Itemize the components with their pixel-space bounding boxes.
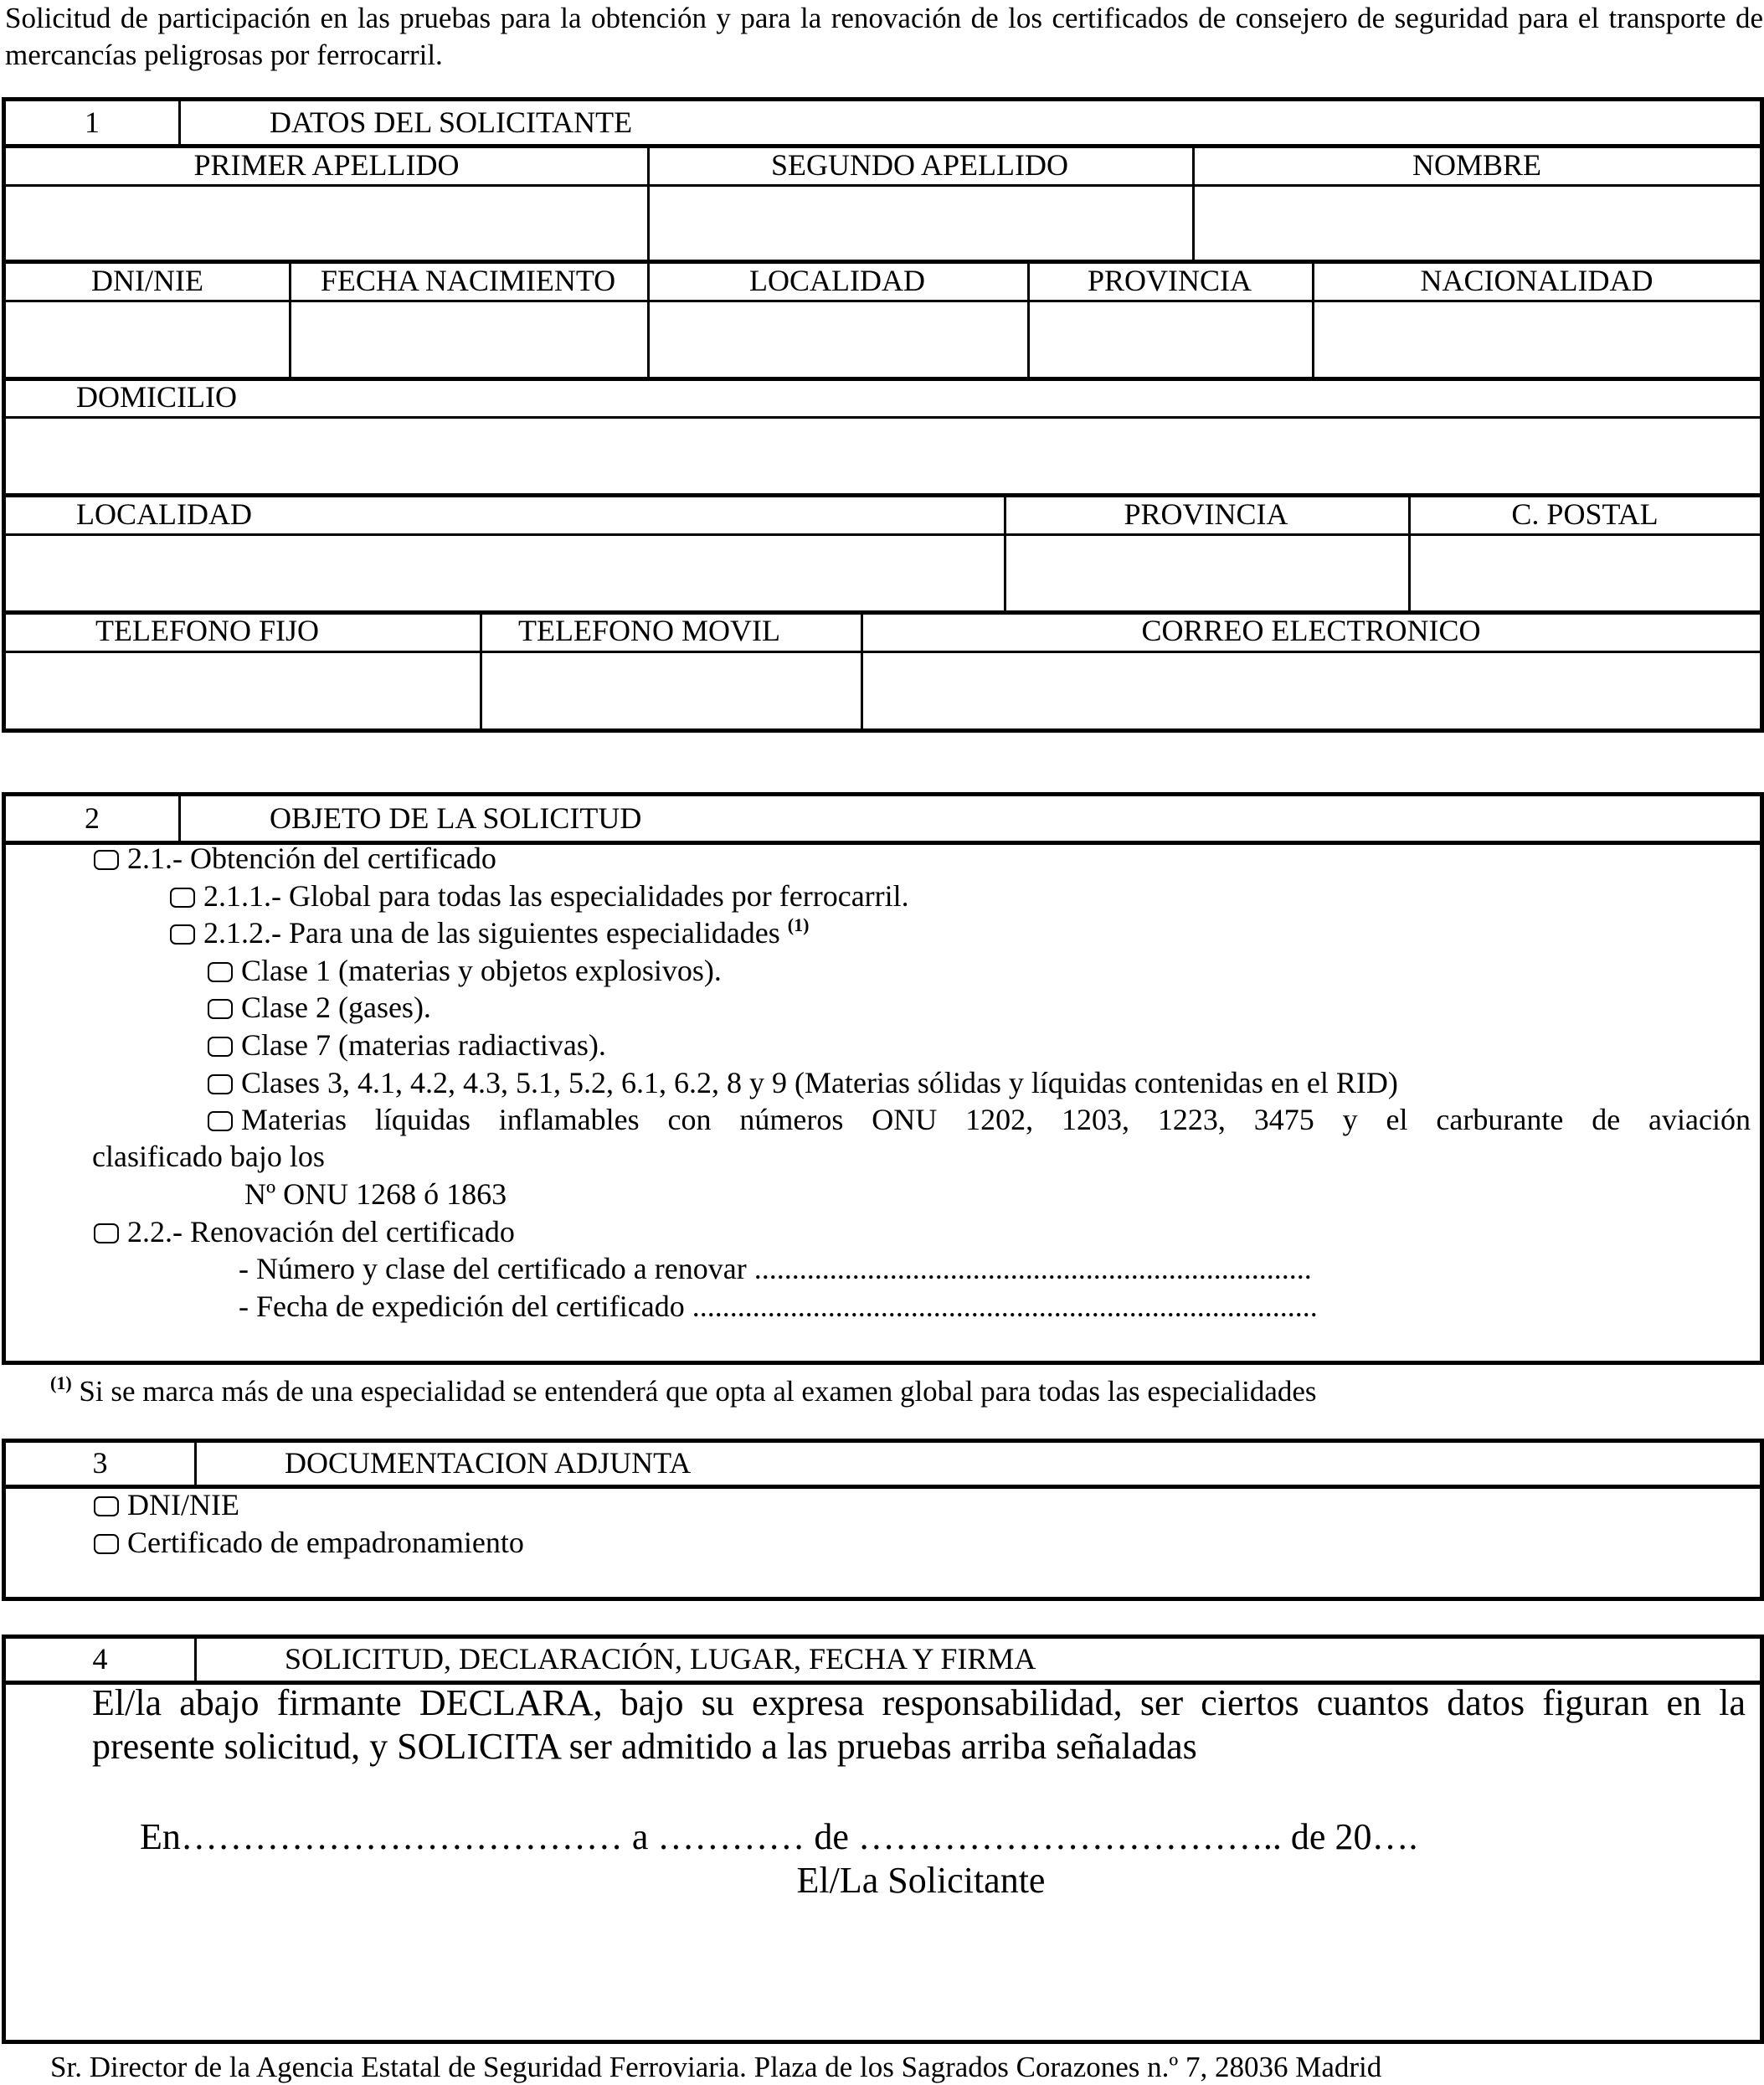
section-2-title: OBJETO DE LA SOLICITUD [270,801,642,835]
input-nombre[interactable] [1195,186,1761,260]
section-3-documentacion [2,1439,1764,1601]
checkbox-clase-7[interactable] [208,1037,233,1057]
input-localidad-nacimiento[interactable] [650,302,1027,376]
renovar-numero-clase[interactable]: - Número y clase del certificado a renovar .......................................................................... [239,1252,1312,1285]
checkbox-2-2[interactable] [94,1223,119,1243]
section-2-number: 2 [85,801,100,835]
label-segundo-apellido: SEGUNDO APELLIDO [771,148,1068,182]
input-provincia-nacimiento[interactable] [1030,302,1312,376]
label-localidad-domicilio: LOCALIDAD [76,497,252,531]
footnote-marker: (1) [50,1372,72,1393]
input-segundo-apellido[interactable] [650,186,1192,260]
input-nacionalidad[interactable] [1314,302,1761,376]
signature-area[interactable] [335,1905,1507,2031]
checkbox-2-1[interactable] [94,850,119,870]
option-2-1[interactable]: 2.1.- Obtención del certificado [94,842,496,875]
input-correo-electronico[interactable] [863,653,1761,728]
checkbox-doc-empadronamiento[interactable] [94,1534,119,1554]
label-correo-electronico: CORREO ELECTRONICO [1141,614,1481,647]
materias-liquidas-onu: Nº ONU 1268 ó 1863 [244,1177,507,1211]
label-domicilio: DOMICILIO [76,380,237,414]
intro-text: Solicitud de participación en las pruebas para la obtención y para la renovación de los certificados de consejero de seguridad para el transporte de mercancías peligrosas por ferrocarril. [5,2,1763,71]
option-doc-dni-nie[interactable]: DNI/NIE [94,1488,239,1521]
label-provincia: PROVINCIA [1087,264,1252,297]
label-nacionalidad: NACIONALIDAD [1420,264,1653,297]
checkbox-2-1-1[interactable] [170,888,195,908]
materias-liquidas-cont: clasificado bajo los [92,1140,325,1173]
checkbox-2-1-2[interactable] [170,924,195,945]
input-provincia-domicilio[interactable] [1006,536,1408,610]
label-nombre: NOMBRE [1412,148,1542,182]
input-telefono-movil[interactable] [482,653,861,728]
checkbox-materias-liquidas[interactable] [208,1111,233,1131]
section-1-number: 1 [85,106,100,139]
input-domicilio[interactable] [6,419,1761,492]
label-localidad: LOCALIDAD [749,264,925,297]
label-provincia-domicilio: PROVINCIA [1124,497,1288,531]
option-doc-empadronamiento[interactable]: Certificado de empadronamiento [94,1526,524,1559]
label-telefono-movil: TELEFONO MOVIL [518,614,780,647]
label-primer-apellido: PRIMER APELLIDO [193,148,460,182]
option-materias-liquidas[interactable]: Materias líquidas inflamables con números ONU 1202, 1203, 1223, 3475 y el carburante de aviación [208,1103,1751,1136]
label-fecha-nacimiento: FECHA NACIMIENTO [320,264,616,297]
place-date-line[interactable]: En……………………………… a ………… de …………………………….. de 20…. [140,1816,1418,1857]
renovar-fecha-expedicion[interactable]: - Fecha de expedición del certificado ................................................................................... [239,1290,1318,1323]
footnote: $^{(1)}$ Si se marca más de una especialidad se entenderá que opta al examen global para todas las especialidades [50,1372,1317,1408]
input-primer-apellido[interactable] [6,186,647,260]
option-clase-1[interactable]: Clase 1 (materias y objetos explosivos). [208,954,722,987]
footnote-ref-1: (1) [787,914,810,935]
label-telefono-fijo: TELEFONO FIJO [95,614,319,647]
label-dni-nie: DNI/NIE [91,264,203,297]
declaration-text: El/la abajo firmante DECLARA, bajo su expresa responsabilidad, ser ciertos cuantos datos figuran en la presente solicitud, y SOLICITA ser admitido a las pruebas arriba señaladas [92,1682,1746,1767]
input-fecha-nacimiento[interactable] [291,302,647,376]
section-3-title: DOCUMENTACION ADJUNTA [285,1446,692,1480]
option-2-1-1[interactable]: 2.1.1.- Global para todas las especialidades por ferrocarril. [170,879,909,913]
footer-address: Sr. Director de la Agencia Estatal de Seguridad Ferroviaria. Plaza de los Sagrados Corazones n.º 7, 28036 Madrid [50,2051,1382,2083]
label-codigo-postal: C. POSTAL [1511,497,1659,531]
checkbox-doc-dni-nie[interactable] [94,1496,119,1516]
section-1-datos-solicitante [2,97,1764,733]
checkbox-clase-1[interactable] [208,962,233,982]
section-4-number: 4 [92,1642,108,1676]
input-telefono-fijo[interactable] [6,653,480,728]
checkbox-clase-2[interactable] [208,999,233,1019]
option-clase-2[interactable]: Clase 2 (gases). [208,991,431,1024]
signer-label: El/La Solicitante [796,1860,1046,1901]
checkbox-clases-3-9[interactable] [208,1074,233,1094]
section-3-number: 3 [92,1446,108,1480]
section-4-title: SOLICITUD, DECLARACIÓN, LUGAR, FECHA Y FIRMA [285,1642,1036,1676]
input-localidad-domicilio[interactable] [6,536,1004,610]
section-1-title: DATOS DEL SOLICITANTE [270,106,633,139]
input-codigo-postal[interactable] [1411,536,1761,610]
input-dni-nie[interactable] [6,302,289,376]
option-2-2[interactable]: 2.2.- Renovación del certificado [94,1215,515,1248]
option-clases-3-9[interactable]: Clases 3, 4.1, 4.2, 4.3, 5.1, 5.2, 6.1, 6.2, 8 y 9 (Materias sólidas y líquidas contenidas en el RID) [208,1066,1398,1099]
option-clase-7[interactable]: Clase 7 (materias radiactivas). [208,1028,606,1062]
option-2-1-2[interactable]: 2.1.2.- Para una de las siguientes especialidades $^{(1)}$ [170,916,809,950]
